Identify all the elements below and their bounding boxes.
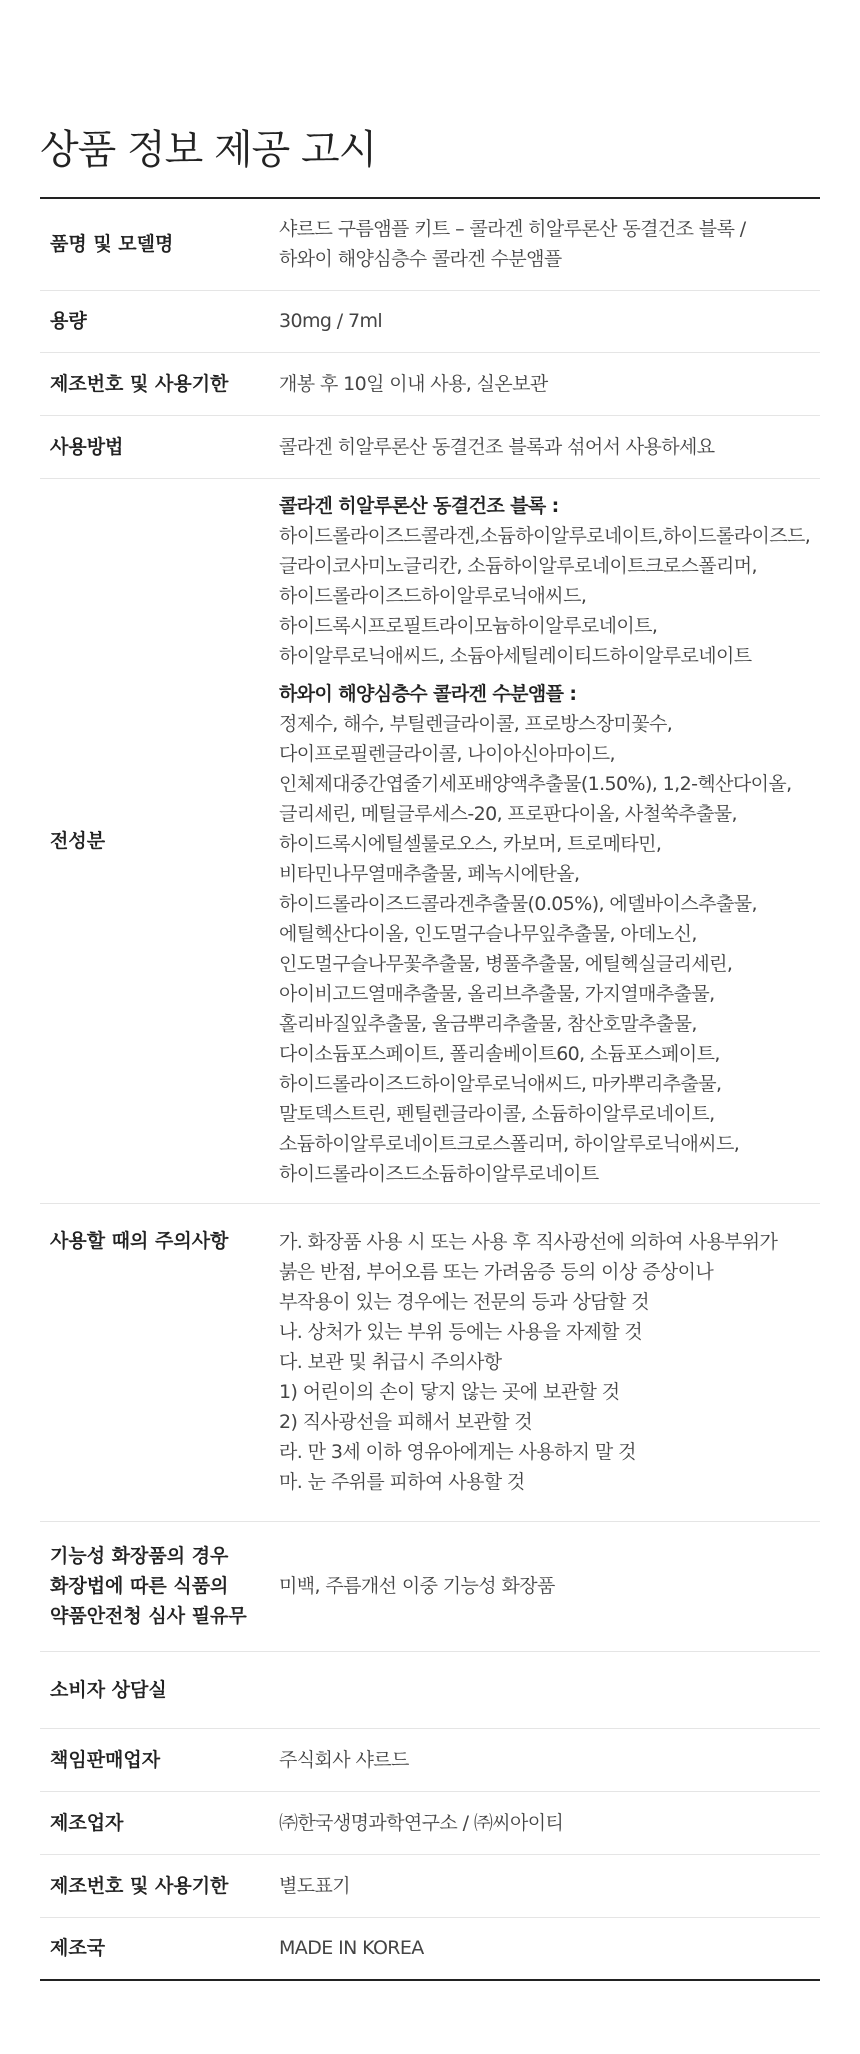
table-row	[40, 290, 820, 352]
value-line: 라. 만 3세 이하 영유아에게는 사용하지 말 것	[279, 1441, 636, 1463]
row-value	[279, 478, 820, 1203]
value-line: 글라이코사미노글리칸, 소듐하이알루로네이트크로스폴리머,	[279, 554, 757, 577]
row-value	[279, 1728, 820, 1791]
value-line: 주식회사 샤르드	[279, 1748, 409, 1771]
value-line: 미백, 주름개선 이중 기능성 화장품	[279, 1575, 555, 1597]
table-row	[40, 1521, 820, 1651]
value-line: 하이알루로닉애씨드, 소듐아세틸레이티드하이알루로네이트	[279, 644, 752, 667]
value-line: MADE IN KOREA	[279, 1937, 424, 1960]
value-line: 하이드롤라이즈드콜라겐추출물(0.05%), 에델바이스추출물,	[279, 892, 757, 915]
row-label: 제조번호 및 사용기한	[40, 1854, 279, 1917]
table-row	[40, 1854, 820, 1917]
row-value	[279, 415, 820, 478]
table-row	[40, 1728, 820, 1791]
ingredients-heading: 하와이 해양심층수 콜라겐 수분앰플 :	[279, 682, 577, 705]
value-line: ㈜한국생명과학연구소 / ㈜씨아이티	[279, 1811, 564, 1834]
value-line: 콜라겐 히알루론산 동결건조 블록과 섞어서 사용하세요	[279, 435, 715, 458]
row-value	[279, 1651, 820, 1728]
value-line: 인체제대중간엽줄기세포배양액추출물(1.50%), 1,2-헥산다이올,	[279, 772, 792, 795]
page-title: 상품 정보 제공 고시	[40, 127, 377, 173]
row-label: 사용방법	[40, 415, 279, 478]
ingredients-block	[279, 479, 816, 1203]
row-label: 품명 및 모델명	[40, 198, 279, 290]
value-line: 다. 보관 및 취급시 주의사항	[279, 1351, 502, 1373]
info-table	[40, 197, 820, 1981]
value-line: 개봉 후 10일 이내 사용, 실온보관	[279, 372, 548, 395]
value-line: 하이드롤라이즈드소듐하이알루로네이트	[279, 1162, 599, 1185]
value-line: 에틸헥산다이올, 인도멀구슬나무잎추출물, 아데노신,	[279, 922, 697, 945]
row-value	[279, 198, 820, 290]
value-line: 소듐하이알루로네이트크로스폴리머, 하이알루로닉애씨드,	[279, 1132, 740, 1155]
value-line: 30mg / 7ml	[279, 310, 383, 332]
value-line: 하이드롤라이즈드하이알루로닉애씨드,	[279, 584, 587, 607]
value-line: 말토덱스트린, 펜틸렌글라이콜, 소듐하이알루로네이트,	[279, 1102, 715, 1125]
value-line: 1) 어린이의 손이 닿지 않는 곳에 보관할 것	[279, 1381, 620, 1403]
value-line: 하이드록시에틸셀룰로오스, 카보머, 트로메타민,	[279, 832, 662, 855]
row-value	[279, 1203, 820, 1521]
label-line: 화장법에 따른 식품의	[50, 1575, 229, 1597]
value-line: 하이드롤라이즈드콜라겐,소듐하이알루로네이트,하이드롤라이즈드,	[279, 524, 811, 547]
row-label: 용량	[40, 290, 279, 352]
table-row	[40, 352, 820, 415]
row-value	[279, 1791, 820, 1854]
row-value	[279, 352, 820, 415]
table-row	[40, 1203, 820, 1521]
row-label: 책임판매업자	[40, 1728, 279, 1791]
value-line: 하와이 해양심층수 콜라겐 수분앰플	[279, 248, 562, 271]
value-line: 비타민나무열매추출물, 페녹시에탄올,	[279, 862, 580, 885]
value-line: 홀리바질잎추출물, 울금뿌리추출물, 참산호말추출물,	[279, 1012, 697, 1035]
table-row	[40, 198, 820, 290]
value-line: 글리세린, 메틸글루세스-20, 프로판다이올, 사철쑥추출물,	[279, 802, 737, 825]
table-row	[40, 1791, 820, 1854]
value-line: 인도멀구슬나무꽃추출물, 병풀추출물, 에틸헥실글리세린,	[279, 952, 733, 975]
value-line: 부작용이 있는 경우에는 전문의 등과 상담할 것	[279, 1291, 649, 1313]
row-value	[279, 290, 820, 352]
row-label: 제조업자	[40, 1791, 279, 1854]
value-line: 가. 화장품 사용 시 또는 사용 후 직사광선에 의하여 사용부위가	[279, 1231, 778, 1253]
table-row	[40, 415, 820, 478]
row-value	[279, 1521, 820, 1651]
value-line: 아이비고드열매추출물, 올리브추출물, 가지열매추출물,	[279, 982, 715, 1005]
row-label	[40, 1521, 279, 1651]
table-row	[40, 1651, 820, 1728]
value-line: 별도표기	[279, 1874, 351, 1897]
value-line: 하이드록시프로필트라이모늄하이알루로네이트,	[279, 614, 658, 637]
label-line: 약품안전청 심사 필유무	[50, 1605, 247, 1627]
value-line: 마. 눈 주위를 피하여 사용할 것	[279, 1471, 525, 1493]
value-line: 붉은 반점, 부어오름 또는 가려움증 등의 이상 증상이나	[279, 1261, 714, 1283]
value-line: 2) 직사광선을 피해서 보관할 것	[279, 1411, 533, 1433]
value-line: 다이프로필렌글라이콜, 나이아신아마이드,	[279, 742, 615, 765]
row-label: 전성분	[40, 478, 279, 1203]
table-row	[40, 478, 820, 1203]
row-label: 제조번호 및 사용기한	[40, 352, 279, 415]
row-value	[279, 1854, 820, 1917]
ingredients-heading: 콜라겐 히알루론산 동결건조 블록 :	[279, 494, 559, 517]
table-row	[40, 1917, 820, 1980]
row-label: 사용할 때의 주의사항	[40, 1203, 279, 1521]
value-line: 정제수, 해수, 부틸렌글라이콜, 프로방스장미꽃수,	[279, 712, 673, 735]
row-label: 제조국	[50, 1937, 106, 1960]
value-line: 나. 상처가 있는 부위 등에는 사용을 자제할 것	[279, 1321, 643, 1343]
row-label: 소비자 상담실	[40, 1651, 279, 1728]
label-line: 기능성 화장품의 경우	[50, 1545, 229, 1567]
row-value	[279, 1917, 820, 1980]
value-line: 샤르드 구름앰플 키트 – 콜라겐 히알루론산 동결건조 블록 /	[279, 218, 746, 241]
value-line: 하이드롤라이즈드하이알루로닉애씨드, 마카뿌리추출물,	[279, 1072, 722, 1095]
value-line: 다이소듐포스페이트, 폴리솔베이트60, 소듐포스페이트,	[279, 1042, 720, 1065]
